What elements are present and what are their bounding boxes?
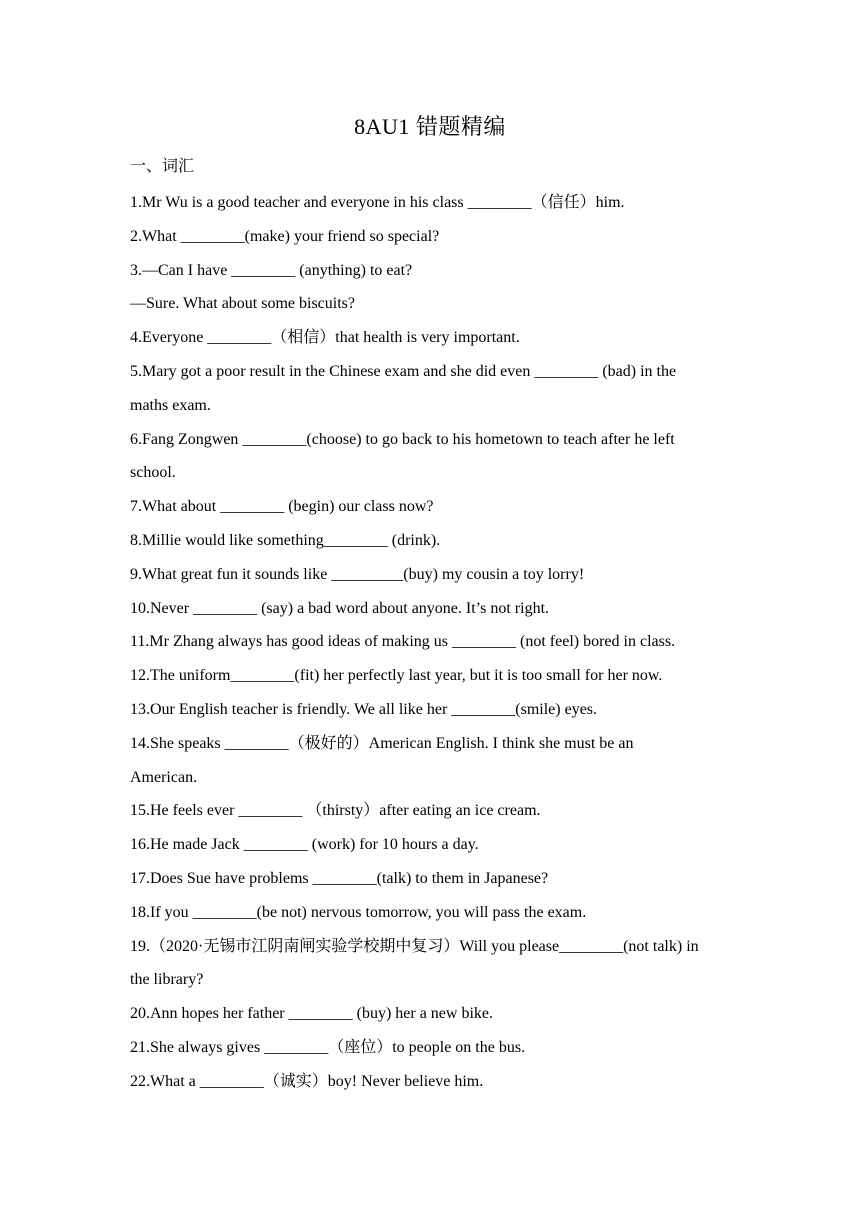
question-item — [130, 625, 734, 659]
question-line: 15.He feels ever ________ （thirsty）after eating an ice cream. — [130, 802, 541, 820]
question-item — [130, 896, 734, 930]
question-line: —Sure. What about some biscuits? — [130, 295, 355, 313]
question-line: 22.What a ________（诚实）boy! Never believe him. — [130, 1072, 484, 1090]
question-line: 20.Ann hopes her father ________ (buy) her a new bike. — [130, 1005, 494, 1023]
question-item — [130, 287, 734, 321]
question-line: 18.If you ________(be not) nervous tomorrow, you will pass the exam. — [130, 903, 587, 921]
page-title: 8AU1 错题精编 — [354, 114, 506, 139]
question-item — [130, 659, 734, 693]
question-line: 12.The uniform________(fit) her perfectly last year, but it is too small for her now. — [130, 667, 663, 685]
question-item — [130, 862, 734, 896]
section-heading: 一、词汇 — [130, 158, 195, 175]
question-item — [130, 1031, 734, 1065]
question-line: the library? — [130, 971, 204, 989]
question-item — [130, 930, 734, 998]
question-item — [130, 1065, 734, 1099]
question-item — [130, 524, 734, 558]
question-line: 9.What great fun it sounds like _________(buy) my cousin a toy lorry! — [130, 565, 585, 583]
question-list — [130, 186, 734, 1099]
question-item — [130, 794, 734, 828]
question-line: American. — [130, 768, 198, 786]
question-line: 3.—Can I have ________ (anything) to eat? — [130, 261, 413, 279]
question-item — [130, 592, 734, 626]
question-item — [130, 828, 734, 862]
question-line: 21.She always gives ________（座位）to people on the bus. — [130, 1038, 526, 1056]
question-item — [130, 997, 734, 1031]
question-line: 7.What about ________ (begin) our class now? — [130, 498, 434, 516]
question-line: 11.Mr Zhang always has good ideas of making us ________ (not feel) bored in class. — [130, 633, 676, 651]
question-item — [130, 220, 734, 254]
question-item — [130, 423, 734, 491]
question-line: 6.Fang Zongwen ________(choose) to go back to his hometown to teach after he left — [130, 430, 675, 448]
question-line: maths exam. — [130, 396, 211, 414]
question-item — [130, 321, 734, 355]
question-line: 14.She speaks ________（极好的）American English. I think she must be an — [130, 734, 634, 752]
question-item — [130, 727, 734, 795]
question-line: 2.What ________(make) your friend so special? — [130, 227, 440, 245]
question-line: 8.Millie would like something________ (drink). — [130, 531, 441, 549]
question-line: 13.Our English teacher is friendly. We all like her ________(smile) eyes. — [130, 700, 598, 718]
question-item — [130, 186, 734, 220]
question-line: 16.He made Jack ________ (work) for 10 hours a day. — [130, 836, 479, 854]
question-item — [130, 558, 734, 592]
question-line: 5.Mary got a poor result in the Chinese exam and she did even ________ (bad) in the — [130, 362, 677, 380]
question-line: school. — [130, 464, 176, 482]
question-item — [130, 254, 734, 288]
question-item — [130, 490, 734, 524]
question-item — [130, 693, 734, 727]
question-item — [130, 355, 734, 423]
question-line: 1.Mr Wu is a good teacher and everyone in his class ________（信任）him. — [130, 194, 625, 211]
question-line: 17.Does Sue have problems ________(talk) to them in Japanese? — [130, 869, 549, 887]
question-line: 10.Never ________ (say) a bad word about anyone. It’s not right. — [130, 599, 550, 617]
question-line: 19.（2020·无锡市江阴南闸实验学校期中复习）Will you please________(not talk) in — [130, 937, 699, 955]
question-line: 4.Everyone ________（相信）that health is very important. — [130, 329, 520, 347]
